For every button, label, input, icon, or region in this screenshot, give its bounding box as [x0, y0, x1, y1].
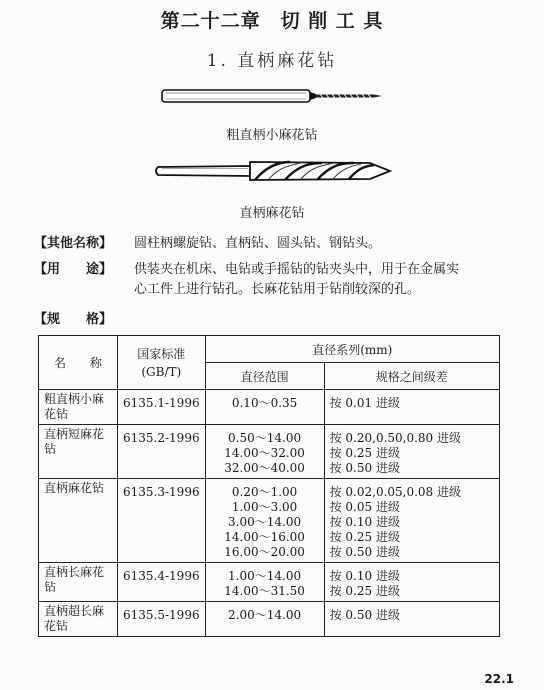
cell-ranges — [205, 602, 324, 637]
section-title: 1. 直柄麻花钻 — [206, 51, 338, 71]
other-names-label: 【其他名称】 — [34, 236, 113, 251]
grade-value: 按 0.05 进级 — [329, 500, 400, 514]
cell-ranges — [205, 390, 324, 425]
header-standard: 国家标准 (GB/T) — [118, 336, 206, 390]
cell-grades — [324, 602, 499, 637]
figure-caption-small-drill: 粗直柄小麻花钻 — [226, 128, 318, 143]
other-names-paragraph — [34, 234, 534, 254]
header-grade: 规格之间级差 — [324, 363, 499, 390]
cell-grades — [324, 425, 499, 479]
spec-label: 【规 格】 — [34, 312, 113, 327]
range-value: 14.00～31.50 — [224, 584, 305, 598]
cell-ranges — [205, 479, 324, 563]
cell-standard: 6135.3-1996 — [118, 479, 206, 563]
grade-value: 按 0.50 进级 — [329, 545, 400, 559]
figure-caption-twist-drill: 直柄麻花钻 — [239, 206, 305, 221]
other-names-text: 圆柱柄螺旋钻、直柄钻、圆头钻、钢钻头。 — [134, 236, 382, 251]
table-row — [39, 425, 500, 479]
grade-value: 按 0.25 进级 — [329, 446, 400, 460]
cell-standard: 6135.5-1996 — [118, 602, 206, 637]
range-value: 14.00～32.00 — [224, 446, 305, 460]
usage-line-2: 心工件上进行钻孔。长麻花钻用于钻削较深的孔。 — [134, 282, 421, 297]
range-value: 1.00～14.00 — [228, 569, 302, 583]
cell-name: 直柄长麻花钻 — [39, 563, 118, 602]
grade-value: 按 0.02,0.05,0.08 进级 — [329, 485, 462, 499]
range-value: 14.00～16.00 — [224, 530, 305, 544]
usage-line-1: 供装夹在机床、电钻或手摇钻的钻夹头中，用于在金属实 — [134, 262, 460, 277]
cell-name: 直柄短麻花钻 — [39, 425, 118, 479]
grade-value: 按 0.01 进级 — [329, 396, 400, 410]
cell-ranges — [205, 563, 324, 602]
header-diameter-series: 直径系列(mm) — [205, 336, 499, 363]
range-value: 0.20～1.00 — [231, 485, 298, 499]
grade-value: 按 0.50 进级 — [329, 461, 400, 475]
grade-value: 按 0.10 进级 — [329, 569, 400, 583]
table-row — [39, 563, 500, 602]
usage-paragraph — [34, 260, 534, 300]
grade-value: 按 0.20,0.50,0.80 进级 — [329, 431, 462, 445]
twist-drill-illustration — [150, 154, 400, 188]
table-row — [39, 602, 500, 637]
small-drill-illustration — [150, 82, 400, 110]
range-value: 16.00～20.00 — [224, 545, 305, 559]
cell-name: 直柄超长麻花钻 — [39, 602, 118, 637]
grade-value: 按 0.25 进级 — [329, 530, 400, 544]
cell-standard: 6135.4-1996 — [118, 563, 206, 602]
cell-name: 粗直柄小麻花钻 — [39, 390, 118, 425]
spec-table — [38, 335, 500, 637]
header-range: 直径范围 — [205, 363, 324, 390]
cell-grades — [324, 563, 499, 602]
range-value: 1.00～3.00 — [231, 500, 298, 514]
spec-heading — [34, 310, 534, 330]
table-row — [39, 479, 500, 563]
grade-value: 按 0.50 进级 — [329, 608, 400, 622]
range-value: 32.00～40.00 — [224, 461, 305, 475]
range-value: 3.00～14.00 — [228, 515, 302, 529]
usage-label: 【用 途】 — [34, 262, 113, 277]
page-number: 22.1 — [484, 672, 514, 686]
table-header-row — [39, 336, 500, 363]
cell-standard: 6135.1-1996 — [118, 390, 206, 425]
grade-value: 按 0.10 进级 — [329, 515, 400, 529]
grade-value: 按 0.25 进级 — [329, 584, 400, 598]
cell-ranges — [205, 425, 324, 479]
cell-grades — [324, 390, 499, 425]
cell-name: 直柄麻花钻 — [39, 479, 118, 563]
table-row — [39, 390, 500, 425]
cell-grades — [324, 479, 499, 563]
chapter-title: 第二十二章 切 削 工 具 — [160, 10, 384, 32]
range-value: 0.50～14.00 — [228, 431, 302, 445]
range-value: 2.00～14.00 — [228, 608, 302, 622]
header-name: 名 称 — [39, 336, 118, 390]
range-value: 0.10～0.35 — [231, 396, 298, 410]
cell-standard: 6135.2-1996 — [118, 425, 206, 479]
